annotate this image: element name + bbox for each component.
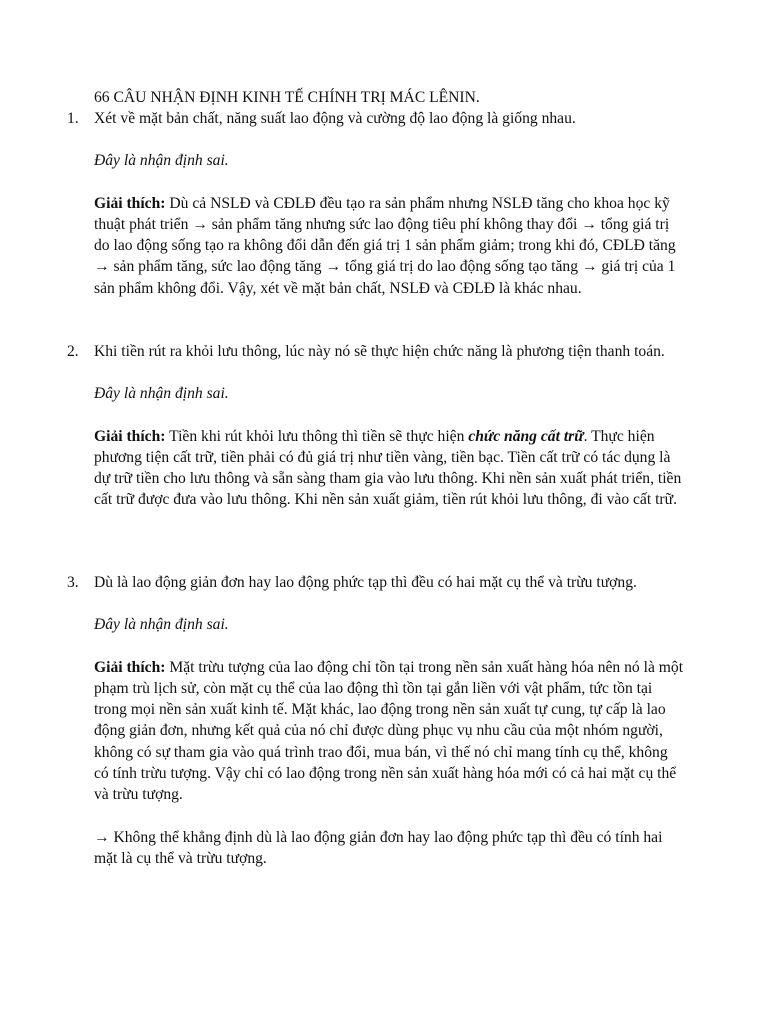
question-number: 1.	[67, 110, 79, 127]
question-body	[94, 572, 684, 869]
document-title: 66 CÂU NHẬN ĐỊNH KINH TẾ CHÍNH TRỊ MÁC LÊNIN.	[94, 89, 480, 106]
explanation-text: . Thực hiện phương tiện cất trữ, tiền phải có đủ giá trị như tiền vàng, tiền bạc. Tiền cất trữ có tác dụng là dự trữ tiền cho lưu thông và sẵn sàng tham gia vào lưu thông. Khi nền sản xuất phát triển, tiền cất trữ được đưa vào lưu thông. Khi nền sản xuất giảm, tiền rút khỏi lưu thông, đi vào cất trữ.	[94, 427, 682, 509]
question-body	[94, 108, 684, 299]
question-statement: Dù là lao động giản đơn hay lao động phức tạp thì đều có hai mặt cụ thể và trừu tượng.	[94, 574, 637, 591]
explanation-text: Tiền khi rút khỏi lưu thông thì tiền sẽ thực hiện	[165, 427, 469, 445]
explanation-label: Giải thích:	[94, 194, 166, 212]
explanation-text: Dù cả NSLĐ và CĐLĐ đều tạo ra sản phẩm nhưng NSLĐ tăng cho khoa học kỹ thuật phát triển → sản phẩm tăng nhưng sức lao động tiêu phí không thay đổi → tổng giá trị do lao động sống tạo ra không đổi dẫn đến giá trị 1 sản phẩm giảm; trong khi đó, CĐLĐ tăng → sản phẩm tăng, sức lao động tăng → tổng giá trị do lao động sống tạo tăng → giá trị của 1 sản phẩm không đổi. Vậy, xét về mặt bản chất, NSLĐ và CĐLĐ là khác nhau.	[94, 194, 676, 297]
question-explanation	[94, 657, 684, 806]
question-explanation	[94, 193, 684, 299]
explanation-label: Giải thích:	[94, 658, 166, 676]
question-verdict: Đây là nhận định sai.	[94, 152, 229, 170]
explanation-emphasis: chức năng cất trữ	[468, 427, 584, 445]
explanation-text: Mặt trừu tượng của lao động chỉ tồn tại trong nền sản xuất hàng hóa nên nó là một phạm trù lịch sử, còn mặt cụ thể của lao động thì tồn tại gắn liền với vật phẩm, tức tồn tại trong mọi nền sản xuất kinh tế. Mặt khác, lao động trong nền sản xuất tự cung, tự cấp là lao động giản đơn, nhưng kết quả của nó chỉ được dùng phục vụ nhu cầu của một nhóm người, không có sự tham gia vào quá trình trao đổi, mua bán, vì thế nó chỉ mang tính cụ thể, không có tính trừu tượng. Vậy chỉ có lao động trong nền sản xuất hàng hóa mới có cả hai mặt cụ thể và trừu tượng.	[94, 658, 684, 804]
question-body	[94, 341, 684, 511]
question-explanation	[94, 426, 684, 511]
question-conclusion: → Không thể khẳng định dù là lao động giản đơn hay lao động phức tạp thì đều có tính hai mặt là cụ thể và trừu tượng.	[94, 828, 663, 867]
explanation-label: Giải thích:	[94, 427, 166, 445]
question-number: 3.	[67, 574, 79, 591]
question-statement: Khi tiền rút ra khỏi lưu thông, lúc này nó sẽ thực hiện chức năng là phương tiện thanh toán.	[94, 343, 665, 360]
question-verdict: Đây là nhận định sai.	[94, 616, 229, 634]
question-number: 2.	[67, 343, 79, 360]
question-verdict: Đây là nhận định sai.	[94, 385, 229, 403]
question-statement: Xét về mặt bản chất, năng suất lao động và cường độ lao động là giống nhau.	[94, 110, 576, 127]
